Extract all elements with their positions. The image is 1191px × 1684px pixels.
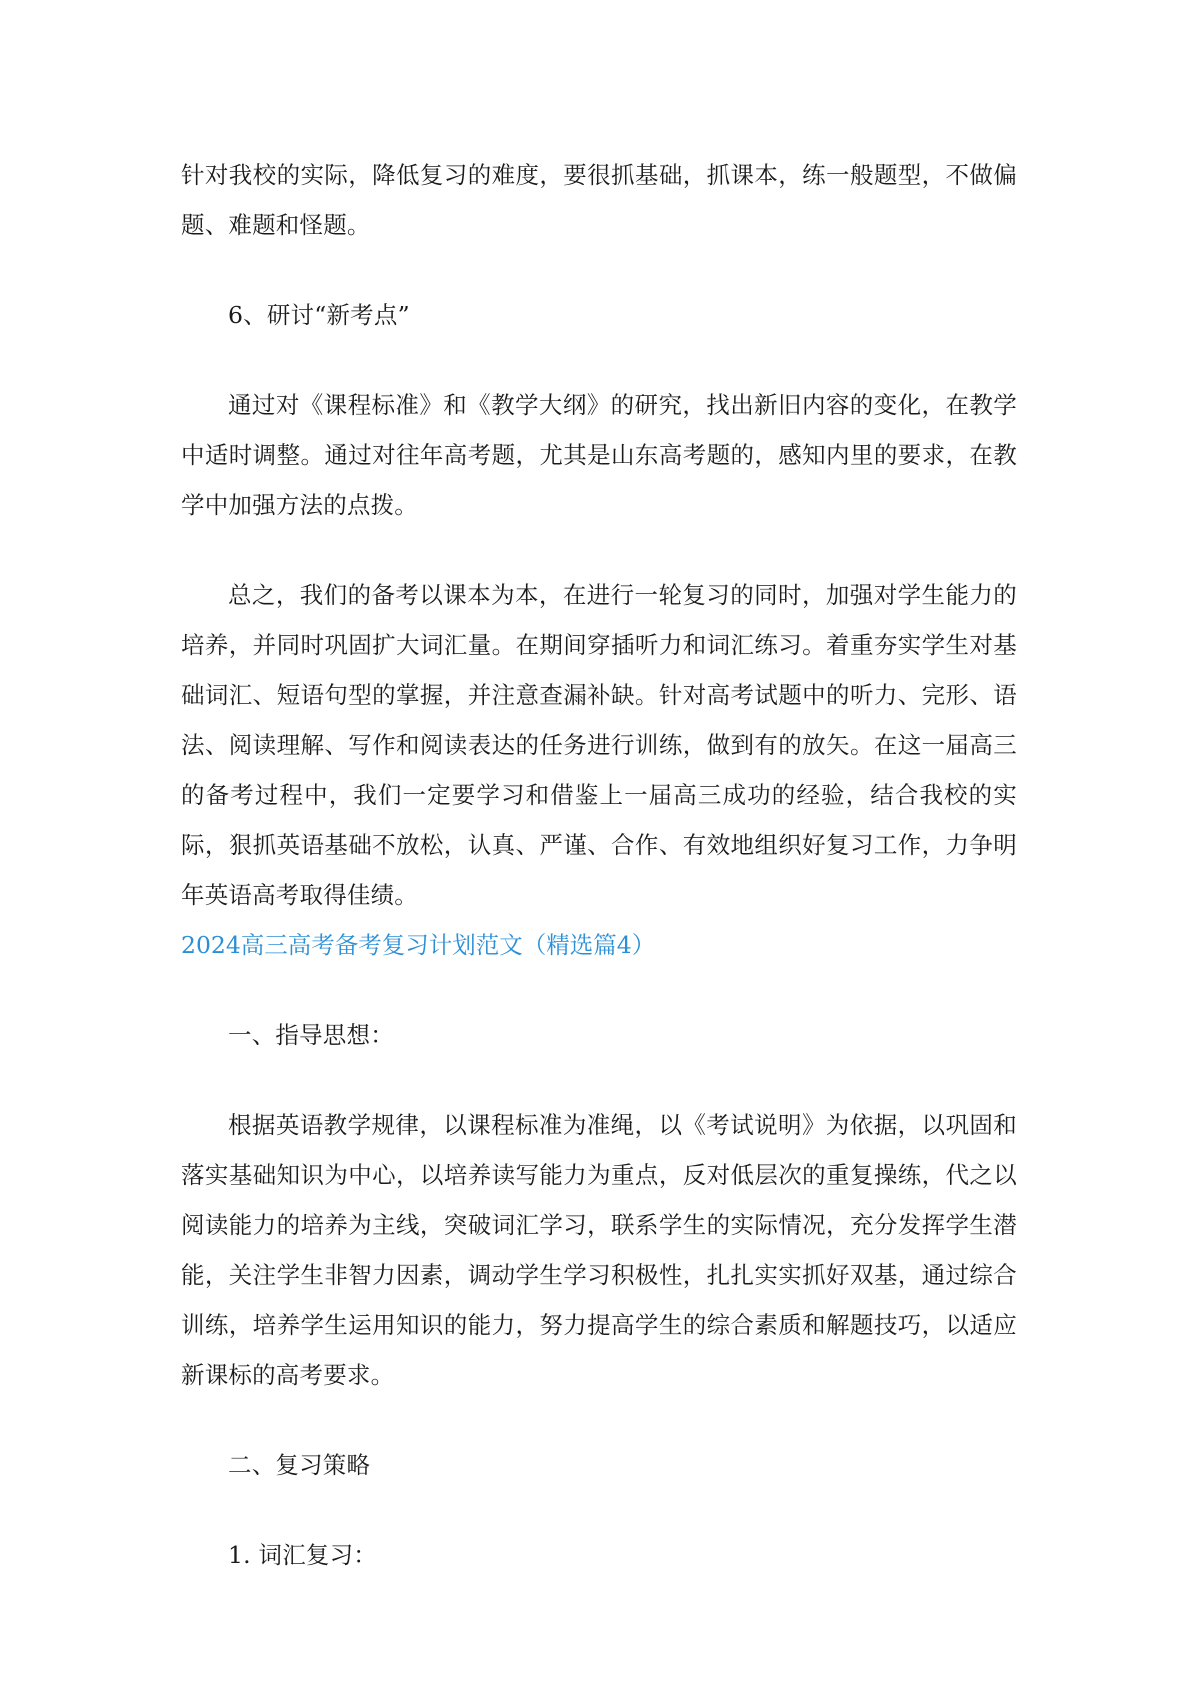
section-heading-link[interactable]: 2024高三高考备考复习计划范文（精选篇4） [181, 931, 656, 959]
strategy-title: 二、复习策略 [228, 1451, 371, 1479]
vocab-review-title: 1. 词汇复习： [228, 1541, 377, 1569]
paragraph-continuation: 针对我校的实际，降低复习的难度，要很抓基础，抓课本，练一般题型，不做偏题、难题和怪题。 [181, 161, 1017, 239]
guiding-thought-body: 根据英语教学规律，以课程标准为准绳，以《考试说明》为依据，以巩固和落实基础知识为中心，以培养读写能力为重点，反对低层次的重复操练，代之以阅读能力的培养为主线，突破词汇学习，联系学生的实际情况，充分发挥学生潜能，关注学生非智力因素，调动学生学习积极性，扎扎实实抓好双基，通过综合训练，培养学生运用知识的能力，努力提高学生的综合素质和解题技巧，以适应新课标的高考要求。 [181, 1111, 1017, 1389]
document-page [181, 150, 1017, 1580]
guiding-thought-title: 一、指导思想： [228, 1021, 394, 1049]
item6-body: 通过对《课程标准》和《教学大纲》的研究，找出新旧内容的变化，在教学中适时调整。通过对往年高考题，尤其是山东高考题的，感知内里的要求，在教学中加强方法的点拨。 [181, 391, 1017, 519]
summary-paragraph: 总之，我们的备考以课本为本，在进行一轮复习的同时，加强对学生能力的培养，并同时巩固扩大词汇量。在期间穿插听力和词汇练习。着重夯实学生对基础词汇、短语句型的掌握，并注意查漏补缺。针对高考试题中的听力、完形、语法、阅读理解、写作和阅读表达的任务进行训练，做到有的放矢。在这一届高三的备考过程中，我们一定要学习和借鉴上一届高三成功的经验，结合我校的实际，狠抓英语基础不放松，认真、严谨、合作、有效地组织好复习工作，力争明年英语高考取得佳绩。 [181, 581, 1017, 909]
item6-title: 6、研讨“新考点” [228, 301, 410, 329]
